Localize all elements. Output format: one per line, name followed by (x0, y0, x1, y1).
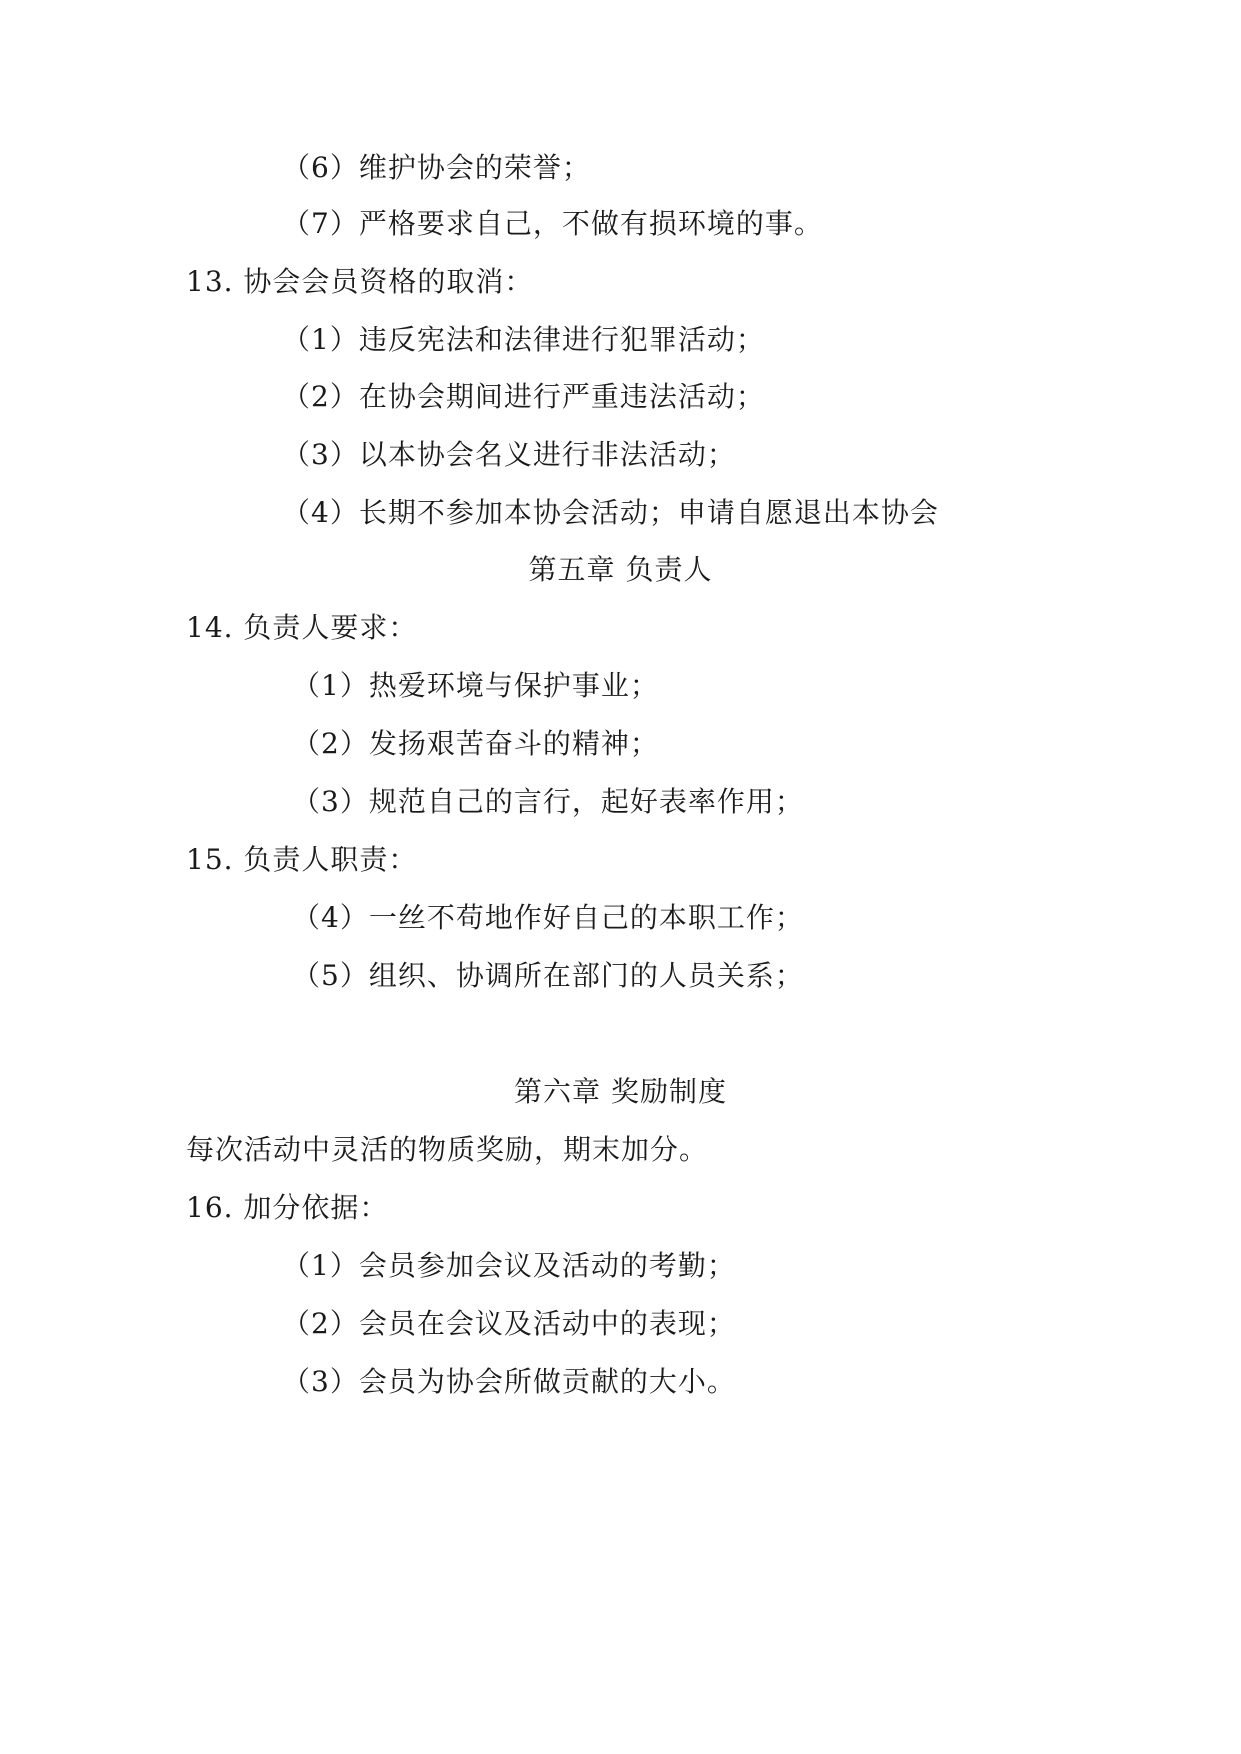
list-item: （6）维护协会的荣誉； (282, 151, 591, 184)
list-item: （1）会员参加会议及活动的考勤； (282, 1249, 736, 1282)
list-item: （7）严格要求自己，不做有损环境的事。 (282, 207, 823, 240)
list-item: （1）违反宪法和法律进行犯罪活动； (282, 323, 765, 356)
list-item: （3）规范自己的言行，起好表率作用； (292, 785, 804, 818)
list-item: （3）以本协会名义进行非法活动； (282, 438, 736, 471)
list-item: （1）热爱环境与保护事业； (292, 669, 659, 702)
chapter-heading-5: 第五章 负责人 (528, 553, 713, 586)
list-item: （4）长期不参加本协会活动；申请自愿退出本协会 (282, 496, 939, 529)
clause-title-13: 13. 协会会员资格的取消： (186, 265, 534, 298)
chapter-heading-6: 第六章 奖励制度 (514, 1075, 727, 1108)
list-item: （2）会员在会议及活动中的表现； (282, 1307, 736, 1340)
list-item: （2）发扬艰苦奋斗的精神； (292, 727, 659, 760)
list-item: （4）一丝不苟地作好自己的本职工作； (292, 901, 804, 934)
clause-title-16: 16. 加分依据： (186, 1191, 389, 1224)
clause-title-15: 15. 负责人职责： (186, 843, 418, 876)
list-item: （5）组织、协调所在部门的人员关系； (292, 959, 804, 992)
list-item: （3）会员为协会所做贡献的大小。 (282, 1365, 736, 1398)
list-item: （2）在协会期间进行严重违法活动； (282, 380, 765, 413)
clause-title-14: 14. 负责人要求： (186, 611, 418, 644)
chapter-intro: 每次活动中灵活的物质奖励，期末加分。 (186, 1133, 709, 1166)
